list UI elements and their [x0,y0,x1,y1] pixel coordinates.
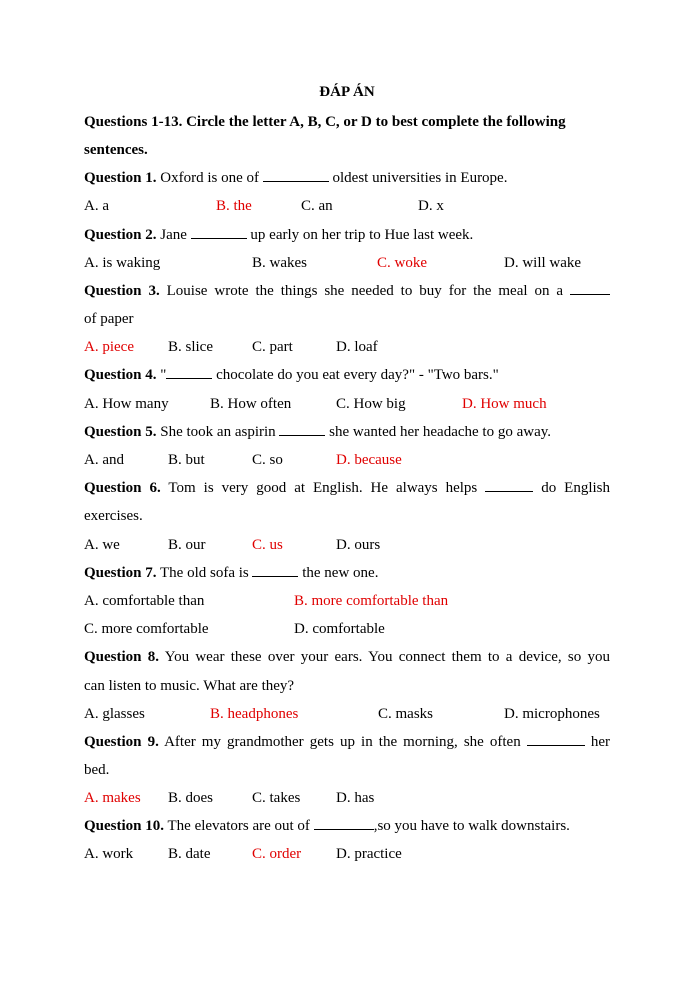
question-text: she wanted her headache to go away. [325,424,552,440]
question-label: Question 9. [84,734,159,750]
question-label: Question 6. [84,480,161,496]
option-c-correct: C. us [252,537,283,553]
answer-blank [166,364,212,379]
option-c: C. so [252,452,283,468]
question-label: Question 7. [84,565,157,581]
question-label: Question 8. [84,649,160,665]
option-d: D. has [336,790,375,806]
question-1 [84,167,610,189]
option-b-correct: B. headphones [210,706,299,722]
question-text: " [156,367,167,383]
option-a: A. a [84,198,109,214]
question-8 [84,646,610,668]
option-b: B. date [168,846,211,862]
options-row-6 [84,534,610,556]
question-label: Question 1. [84,170,157,186]
options-row-1 [84,195,610,217]
options-row-7a [84,590,610,612]
question-label: Question 5. [84,424,157,440]
page-title: ĐÁP ÁN [319,84,375,100]
option-a-correct: A. piece [84,339,134,355]
option-a: A. How many [84,396,169,412]
option-a: A. comfortable than [84,593,205,609]
question-9-continuation: bed. [84,762,110,778]
question-text: ,so you have to walk downstairs. [373,818,570,834]
option-d: D. loaf [336,339,378,355]
question-6-continuation: exercises. [84,508,143,524]
options-row-2 [84,252,610,274]
option-c: C. How big [336,396,406,412]
question-text: the new one. [298,565,379,581]
options-row-5 [84,449,610,471]
option-a-correct: A. makes [84,790,141,806]
option-d: D. ours [336,537,381,553]
option-b: B. wakes [252,255,307,271]
option-c-correct: C. order [252,846,302,862]
instruction-line-1: Questions 1-13. Circle the letter A, B, C, or D to best complete the following [84,114,566,130]
option-a: A. we [84,537,120,553]
option-c-correct: C. woke [377,255,427,271]
question-6 [84,477,610,499]
question-text: Oxford is one of [156,170,263,186]
option-a: A. and [84,452,124,468]
answer-blank [279,421,325,436]
question-text: The old sofa is [156,565,253,581]
question-text: do English [541,480,611,496]
options-row-10 [84,843,610,865]
option-d: D. practice [336,846,402,862]
instruction-line-2: sentences. [84,142,148,158]
question-text: Louise wrote the things she needed to buy for the meal on a [159,283,564,299]
option-a: A. is waking [84,255,161,271]
option-d-correct: D. because [336,452,402,468]
option-b: B. our [168,537,206,553]
options-row-9 [84,787,610,809]
question-text: You wear these over your ears. You connect them to a device, so you [159,649,610,665]
question-text: chocolate do you eat every day?" - "Two bars." [212,367,499,383]
option-c: C. more comfortable [84,621,209,637]
answer-blank [191,224,247,239]
answer-blank [527,731,585,746]
question-text: The elevators are out of [164,818,314,834]
question-text: She took an aspirin [156,424,280,440]
question-text: oldest universities in Europe. [328,170,508,186]
option-c: C. masks [378,706,434,722]
option-c: C. an [301,198,333,214]
question-label: Question 10. [84,818,165,834]
option-b-correct: B. more comfortable than [294,593,449,609]
option-d: D. x [418,198,444,214]
question-text: up early on her trip to Hue last week. [246,227,474,243]
answer-blank [485,477,533,492]
question-10 [84,815,610,837]
answer-blank [314,815,374,830]
question-text: her [590,734,611,750]
option-b: B. but [168,452,205,468]
options-row-3 [84,336,610,358]
question-2 [84,224,610,246]
option-b: B. How often [210,396,292,412]
option-a: A. work [84,846,134,862]
option-d: D. comfortable [294,621,385,637]
question-3 [84,280,610,302]
answer-blank [570,280,610,295]
question-label: Question 2. [84,227,157,243]
options-row-8 [84,703,610,725]
question-text: After my grandmother gets up in the morning, she often [158,734,521,750]
question-9 [84,731,610,753]
option-d: D. will wake [504,255,582,271]
question-3-continuation: of paper [84,311,134,327]
option-b-correct: B. the [216,198,252,214]
option-b: B. slice [168,339,213,355]
answer-blank [263,167,329,182]
options-row-7b [84,618,610,640]
question-text: Jane [156,227,191,243]
option-c: C. takes [252,790,301,806]
answer-blank [252,562,298,577]
question-7 [84,562,610,584]
question-5 [84,421,610,443]
option-c: C. part [252,339,293,355]
question-8-continuation: can listen to music. What are they? [84,678,295,694]
options-row-4 [84,393,610,415]
option-a: A. glasses [84,706,145,722]
option-b: B. does [168,790,213,806]
option-d-correct: D. How much [462,396,547,412]
option-d: D. microphones [504,706,600,722]
question-text: Tom is very good at English. He always helps [160,480,478,496]
question-label: Question 3. [84,283,160,299]
question-4 [84,364,610,386]
question-label: Question 4. [84,367,157,383]
